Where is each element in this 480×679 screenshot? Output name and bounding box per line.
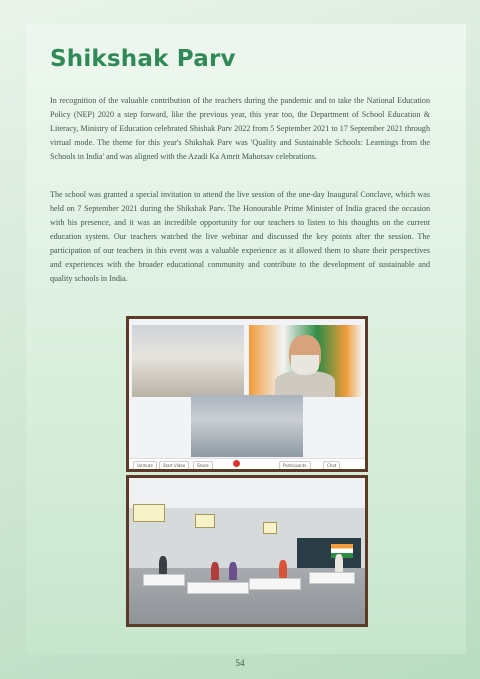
paragraph-conclave: The school was granted a special invitation to attend the live session of the one-day Inaugural Conclave, which was held on 7 September 2021 during the Shikshak Parv. The Honourable Prime Minister of India graced the occasion with his presence, and it was an incredible opportunity for our teachers to listen to his thoughts on the current education system. Our teachers watched the live webinar and discussed the key points after the session. The participation of our teachers in this event was a valuable experience as it allowed them to share their perspectives and experiences with the broader educational community and contribute to the development of sustainable and quality schools in India. bbox=[50, 190, 430, 283]
video-tile-hall bbox=[191, 395, 303, 457]
chat-button: Chat bbox=[323, 461, 340, 469]
table bbox=[249, 578, 301, 590]
table bbox=[143, 574, 185, 586]
hall-window bbox=[263, 522, 277, 534]
end-call-icon bbox=[233, 460, 240, 467]
person bbox=[335, 554, 343, 572]
person bbox=[159, 556, 167, 574]
display-board bbox=[297, 538, 361, 568]
photo-teachers-hall bbox=[126, 475, 368, 627]
share-button: Share bbox=[193, 461, 213, 469]
start-video-button: Start Video bbox=[159, 461, 189, 469]
person bbox=[211, 562, 219, 580]
hall-window bbox=[195, 514, 215, 528]
page-number: 54 bbox=[235, 658, 245, 668]
hall-scene bbox=[129, 478, 365, 624]
participants-button: Participants bbox=[279, 461, 311, 469]
unmute-button: Unmute bbox=[133, 461, 157, 469]
hall-window bbox=[133, 504, 165, 522]
video-tile-classroom bbox=[132, 325, 244, 397]
person bbox=[229, 562, 237, 580]
meeting-toolbar bbox=[129, 458, 365, 469]
table bbox=[187, 582, 249, 594]
video-tile-speaker bbox=[249, 325, 363, 397]
page-title: Shikshak Parv bbox=[50, 46, 236, 72]
speaker-beard bbox=[291, 355, 319, 375]
person bbox=[279, 560, 287, 578]
photo-webinar bbox=[126, 316, 368, 472]
paragraph-intro: In recognition of the valuable contribution of the teachers during the pandemic and to take the National Education Policy (NEP) 2020 a step forward, like the previous year, this year too, the Department of School Education & Literacy, Ministry of Education celebrated Shishak Parv 2022 from 5 September 2021 to 17 September 2021 through virtual mode. The theme for this year's Shikshak Parv was 'Quality and Sustainable Schools: Learnings from the Schools in India' and was aligned with the Azadi Ka Amrit Mahotsav celebrations. bbox=[50, 96, 430, 161]
table bbox=[309, 572, 355, 584]
webinar-screen bbox=[129, 319, 365, 469]
